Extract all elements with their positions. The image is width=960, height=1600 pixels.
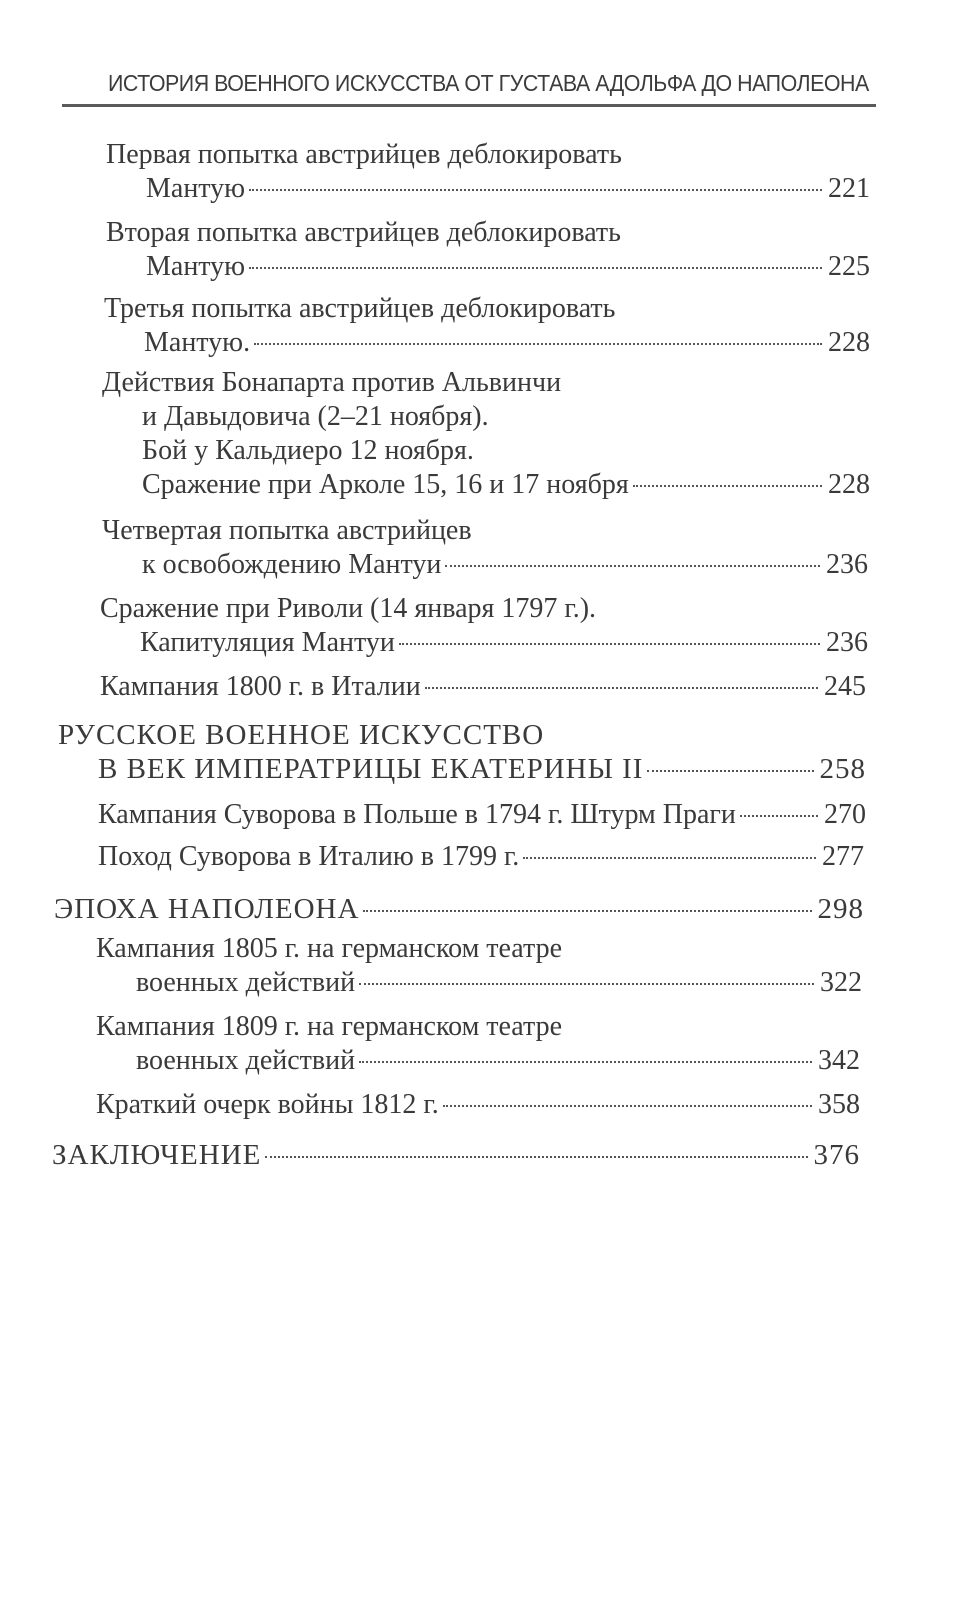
toc-entry-title-cont: Мантую [146,251,246,282]
page-number: 322 [820,967,862,998]
dot-leader [249,189,822,191]
toc-entry[interactable] [106,216,870,284]
toc-section[interactable] [54,892,864,926]
toc-entry[interactable] [102,514,868,582]
page-number: 358 [818,1089,860,1120]
toc-section-title-cont: В ВЕК ИМПЕРАТРИЦЫ ЕКАТЕРИНЫ II [98,753,644,785]
toc-entry-title: Кампания 1800 г. в Италии [100,671,421,702]
page-number: 258 [819,753,866,785]
page-number: 221 [828,173,870,204]
toc-entry-title-cont: Мантую. [144,327,251,358]
toc-entry-title: Сражение при Риволи (14 января 1797 г.). [100,593,597,624]
toc-entry[interactable] [102,366,870,502]
toc-entry-title-cont: Сражение при Арколе 15, 16 и 17 ноября [142,469,629,500]
toc-entry-title-cont: Мантую [146,173,246,204]
page-number: 298 [817,893,864,925]
toc-section[interactable] [52,1138,860,1172]
toc-entry-title-cont: Бой у Кальдиеро 12 ноября. [142,435,474,466]
dot-leader [647,770,813,772]
toc-entry-title: Кампания 1805 г. на германском театре [96,933,563,964]
page-number: 342 [818,1045,860,1076]
toc-entry-title: Первая попытка австрийцев деблокировать [106,139,622,170]
dot-leader [249,267,822,269]
toc-entry-title-cont: военных действий [136,967,356,998]
toc-entry[interactable] [100,670,866,704]
dot-leader [359,1061,812,1063]
dot-leader [445,565,820,567]
toc-entry-title-cont: к освобождению Мантуи [142,549,442,580]
page-number: 225 [828,251,870,282]
dot-leader [363,910,811,912]
page-number: 277 [822,841,864,872]
page-number: 228 [828,469,870,500]
running-head: ИСТОРИЯ ВОЕННОГО ИСКУССТВА ОТ ГУСТАВА АДОЛЬФА ДО НАПОЛЕОНА [108,70,869,96]
toc-entry-title: Действия Бонапарта против Альвинчи [102,367,562,398]
toc-section[interactable] [58,718,866,786]
dot-leader [523,857,816,859]
toc-entry[interactable] [106,138,870,206]
dot-leader [399,643,820,645]
dot-leader [740,815,818,817]
toc-entry[interactable] [98,798,866,832]
dot-leader [443,1105,812,1107]
toc-entry-title: Краткий очерк войны 1812 г. [96,1089,439,1120]
dot-leader [254,343,822,345]
toc-entry-title-cont: и Давыдовича (2–21 ноября). [142,401,489,432]
toc-entry-title: Четвертая попытка австрийцев [102,515,472,546]
page-number: 236 [826,627,868,658]
dot-leader [265,1156,807,1158]
toc-entry[interactable] [96,1010,860,1078]
toc-section-title: ЗАКЛЮЧЕНИЕ [52,1139,262,1171]
dot-leader [425,687,818,689]
page-number: 236 [826,549,868,580]
toc-entry-title: Третья попытка австрийцев деблокировать [104,293,616,324]
toc-entry-title: Кампания 1809 г. на германском театре [96,1011,563,1042]
toc-entry-title-cont: военных действий [136,1045,356,1076]
toc-entry[interactable] [104,292,870,360]
toc-entry[interactable] [100,592,868,660]
toc-entry-title: Вторая попытка австрийцев деблокировать [106,217,621,248]
dot-leader [359,983,814,985]
toc-entry[interactable] [98,840,864,874]
toc-section-title: ЭПОХА НАПОЛЕОНА [54,893,360,925]
dot-leader [633,485,822,487]
page-number: 270 [824,799,866,830]
toc-entry[interactable] [96,1088,860,1122]
page-number: 376 [813,1139,860,1171]
page-number: 245 [824,671,866,702]
toc-entry[interactable] [96,932,862,1000]
page-number: 228 [828,327,870,358]
toc-entry-title: Поход Суворова в Италию в 1799 г. [98,841,520,872]
toc-entry-title-cont: Капитуляция Мантуи [140,627,395,658]
toc-entry-title: Кампания Суворова в Польше в 1794 г. Штурм Праги [98,799,736,830]
toc-section-title: РУССКОЕ ВОЕННОЕ ИСКУССТВО [58,719,545,751]
